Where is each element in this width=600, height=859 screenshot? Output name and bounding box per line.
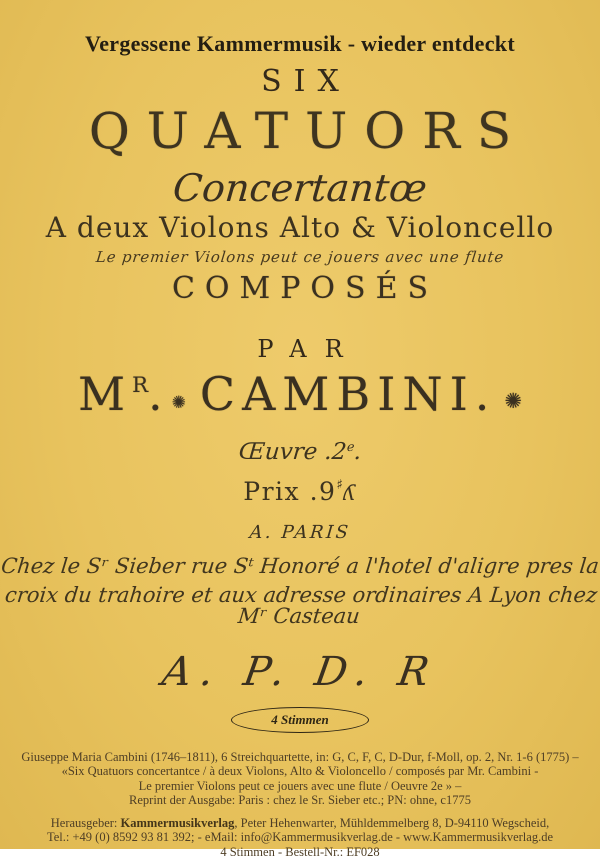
- publisher-label: Herausgeber:: [51, 816, 121, 830]
- opus-text: Œuvre .2: [238, 439, 348, 465]
- composer-surname: CAMBINI.: [200, 367, 497, 421]
- price-text: Prix .9: [243, 477, 336, 506]
- price-flourish: ʎ: [343, 481, 357, 506]
- catalog-note-block: [0, 750, 600, 808]
- sun-ornament-icon: ✺: [504, 389, 522, 413]
- publisher-name: Kammermusikverlag: [121, 816, 235, 830]
- par-word: PAR: [0, 337, 600, 361]
- composer-honorific-dot: .: [148, 367, 170, 421]
- sun-ornament-icon: ✺: [172, 393, 186, 413]
- parts-count-badge: [231, 707, 369, 733]
- publisher-line: [0, 816, 600, 831]
- city-line: A. PARIS: [0, 524, 600, 542]
- price-sharp-symbol: ♯: [336, 477, 343, 493]
- composer-honorific: M: [78, 367, 132, 421]
- series-banner: Vergessene Kammermusik - wieder entdeckt: [0, 0, 600, 55]
- address-line-2: croix du trahoire et aux adresse ordinaires A Lyon chez Mʳ Casteau: [0, 585, 600, 627]
- flute-option-note: Le premier Violons peut ce jouers avec une flute: [0, 250, 600, 265]
- address-line-1: Chez le Sʳ Sieber rue Sᵗ Honoré a l'hotel d'aligre pres la: [0, 556, 600, 577]
- order-number-line: 4 Stimmen - Bestell-Nr.: EF028: [0, 845, 600, 859]
- publisher-info-block: [0, 816, 600, 859]
- catalog-note-line: «Six Quatuors concertantce / à deux Violons, Alto & Violoncello / composés par Mr. Cambini -: [0, 764, 600, 779]
- publisher-contact-line: Tel.: +49 (0) 8592 93 81 392; - eMail: info@Kammermusikverlag.de - www.Kammermusikverlag.de: [0, 830, 600, 845]
- catalog-note-line: Le premier Violons peut ce jouers avec une flute / Oeuvre 2e » –: [0, 779, 600, 794]
- opus-superscript: e: [346, 439, 355, 454]
- title-six: SIX: [0, 67, 600, 97]
- price-line: [0, 479, 600, 505]
- composes-word: COMPOSÉS: [0, 274, 600, 304]
- title-quatuors: QUATUORS: [0, 106, 600, 156]
- instrumentation-line: A deux Violons Alto & Violoncello: [0, 214, 600, 242]
- publisher-address: , Peter Hehenwarter, Mühldemmelberg 8, D-94110 Wegscheid,: [234, 816, 549, 830]
- parts-count-label: 4 Stimmen: [271, 713, 328, 726]
- privilege-initials: A. P. D. R: [0, 652, 600, 692]
- title-concertante: Concertantœ: [0, 169, 600, 207]
- composer-name-line: [0, 371, 600, 417]
- catalog-note-line: Giuseppe Maria Cambini (1746–1811), 6 Streichquartette, in: G, C, F, C, D-Dur, f-Moll, op. 2, Nr. 1-6 (1775) –: [0, 750, 600, 765]
- composer-honorific-superscript: R: [132, 372, 148, 397]
- opus-dot: .: [353, 439, 363, 465]
- opus-line: [0, 441, 600, 464]
- catalog-note-line: Reprint der Ausgabe: Paris : chez le Sr. Sieber etc.; PN: ohne, c1775: [0, 793, 600, 808]
